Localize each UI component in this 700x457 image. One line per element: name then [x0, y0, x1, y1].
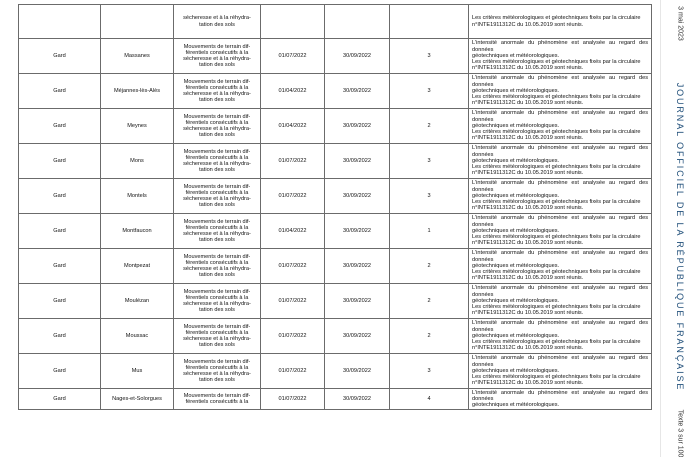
reason-cell-line: n°INTE1911312C du 10.05.2019 sont réunis.: [472, 310, 584, 317]
commune-cell: Méjannes-lès-Alès: [101, 74, 174, 109]
event-type-cell-line: Mouvements de terrain dif-: [183, 288, 251, 295]
table-row: [19, 389, 652, 410]
event-type-cell-line: sécheresse et à la réhydra-: [183, 266, 251, 272]
department-cell: Gard: [19, 179, 101, 214]
recognition-count-cell: [390, 5, 469, 39]
event-type-cell: [174, 284, 261, 319]
event-type-cell-line: Mouvements de terrain dif-: [183, 183, 251, 190]
start-date-cell: 01/07/2022: [261, 389, 325, 410]
reason-cell: [469, 354, 652, 389]
reason-cell-line: géotechniques et météorologiques.: [472, 297, 560, 304]
recognition-count-cell: 2: [390, 319, 469, 354]
reason-cell-line: géotechniques et météorologiques.: [472, 402, 560, 409]
end-date-cell: [325, 5, 390, 39]
recognition-count-cell: 3: [390, 354, 469, 389]
event-type-cell-line: férentiels consécutifs à la: [185, 119, 249, 126]
reason-cell-line: Les critères météorologiques et géotechniques fixés par la circulaire: [472, 374, 641, 381]
reason-cell-line: Les critères météorologiques et géotechniques fixés par la circulaire: [472, 269, 641, 276]
table-row: [19, 144, 652, 179]
event-type-cell-line: tation des sols: [199, 237, 235, 244]
event-type-cell: [174, 109, 261, 144]
reason-cell: [469, 74, 652, 109]
reason-cell: [469, 214, 652, 249]
table-row: [19, 354, 652, 389]
event-type-cell: [174, 39, 261, 74]
commune-cell: [101, 5, 174, 39]
event-type-cell-line: Mouvements de terrain dif-: [183, 78, 251, 85]
event-type-cell-line: sécheresse et à la réhydra-: [183, 56, 251, 62]
end-date-cell: 30/09/2022: [325, 144, 390, 179]
commune-cell: Mus: [101, 354, 174, 389]
reason-cell-line: Les critères météorologiques et géotechniques fixés par la circulaire: [472, 339, 641, 346]
event-type-cell-line: sécheresse et à la réhydra-: [183, 231, 251, 237]
reason-cell-line: n°INTE1911312C du 10.05.2019 sont réunis.: [472, 65, 584, 72]
reason-cell: [469, 39, 652, 74]
reason-cell: [469, 179, 652, 214]
event-type-cell-line: sécheresse et à la réhydra-: [183, 91, 251, 97]
event-type-cell-line: sécheresse et à la réhydra-: [183, 336, 251, 342]
reason-cell-line: L'intensité anormale du phénomène est analysée au regard des données: [472, 110, 648, 123]
reason-cell-line: géotechniques et météorologiques.: [472, 227, 560, 234]
reason-cell-line: géotechniques et météorologiques.: [472, 87, 560, 94]
event-type-cell-line: tation des sols: [199, 307, 235, 314]
reason-cell-line: Les critères météorologiques et géotechniques fixés par la circulaire: [472, 304, 641, 311]
reason-cell-line: géotechniques et météorologiques.: [472, 367, 560, 374]
table-row: [19, 109, 652, 144]
event-type-cell: [174, 144, 261, 179]
journal-title: JOURNAL OFFICIEL DE LA RÉPUBLIQUE FRANÇAISE: [675, 82, 685, 392]
event-type-cell-line: férentiels consécutifs à la: [185, 49, 249, 56]
reason-cell-line: n°INTE1911312C du 10.05.2019 sont réunis.: [472, 345, 584, 352]
reason-cell-line: n°INTE1911312C du 10.05.2019 sont réunis.: [472, 170, 584, 177]
commune-cell: Meynes: [101, 109, 174, 144]
reason-cell-line: L'intensité anormale du phénomène est analysée au regard des données: [472, 355, 648, 368]
commune-cell: Montels: [101, 179, 174, 214]
reason-cell-line: géotechniques et météorologiques.: [472, 262, 560, 269]
table-row: [19, 284, 652, 319]
event-type-cell-line: tation des sols: [199, 272, 235, 279]
event-type-cell-line: Mouvements de terrain dif-: [183, 43, 251, 50]
recognition-count-cell: 3: [390, 39, 469, 74]
end-date-cell: 30/09/2022: [325, 284, 390, 319]
end-date-cell: 30/09/2022: [325, 74, 390, 109]
reason-cell-line: L'intensité anormale du phénomène est analysée au regard des données: [472, 320, 648, 333]
page-indicator: Texte 3 sur 100: [676, 409, 684, 457]
event-type-cell-line: sécheresse et à la réhydra-: [183, 126, 251, 132]
reason-cell-line: n°INTE1911312C du 10.05.2019 sont réunis.: [472, 240, 584, 247]
event-type-cell-line: férentiels consécutifs à la: [185, 224, 249, 231]
event-type-cell-line: Mouvements de terrain dif-: [183, 113, 251, 120]
commune-cell: Nages-et-Solorgues: [101, 389, 174, 410]
reason-cell: [469, 5, 652, 39]
event-type-cell-line: tation des sols: [199, 132, 235, 139]
event-type-cell: [174, 179, 261, 214]
department-cell: Gard: [19, 249, 101, 284]
event-type-cell-line: sécheresse et à la réhydra-: [183, 196, 251, 202]
department-cell: Gard: [19, 39, 101, 74]
end-date-cell: 30/09/2022: [325, 319, 390, 354]
start-date-cell: 01/04/2022: [261, 109, 325, 144]
reason-cell-line: géotechniques et météorologiques.: [472, 157, 560, 164]
table-row: [19, 74, 652, 109]
reason-cell-line: Les critères météorologiques et géotechniques fixés par la circulaire: [472, 59, 641, 66]
journal-sidebar: [660, 0, 700, 457]
start-date-cell: 01/07/2022: [261, 319, 325, 354]
reason-cell-line: Les critères météorologiques et géotechniques fixés par la circulaire: [472, 94, 641, 101]
commune-cell: Moussac: [101, 319, 174, 354]
department-cell: Gard: [19, 74, 101, 109]
department-cell: Gard: [19, 284, 101, 319]
reason-cell-line: géotechniques et météorologiques.: [472, 332, 560, 339]
event-type-cell-line: sécheresse et à la réhydra-: [183, 161, 251, 167]
event-type-cell: [174, 389, 261, 410]
reason-cell-line: L'intensité anormale du phénomène est analysée au regard des données: [472, 250, 648, 263]
reason-cell-line: géotechniques et météorologiques.: [472, 192, 560, 199]
reason-cell: [469, 284, 652, 319]
event-type-cell-line: Mouvements de terrain dif-: [183, 358, 251, 365]
event-type-cell-line: tation des sols: [199, 202, 235, 209]
reason-cell-line: Les critères météorologiques et géotechniques fixés par la circulaire: [472, 199, 641, 206]
event-type-cell: [174, 214, 261, 249]
recognition-count-cell: 3: [390, 74, 469, 109]
department-cell: Gard: [19, 144, 101, 179]
recognition-count-cell: 3: [390, 144, 469, 179]
start-date-cell: 01/04/2022: [261, 214, 325, 249]
commune-cell: Moulézan: [101, 284, 174, 319]
recognition-count-cell: 4: [390, 389, 469, 410]
reason-cell-line: L'intensité anormale du phénomène est analysée au regard des données: [472, 285, 648, 298]
reason-cell: [469, 144, 652, 179]
event-type-cell-line: tation des sols: [199, 342, 235, 349]
reason-cell-line: L'intensité anormale du phénomène est analysée au regard des données: [472, 389, 648, 402]
reason-cell-line: n°INTE1911312C du 10.05.2019 sont réunis.: [472, 205, 584, 212]
event-type-cell: [174, 319, 261, 354]
event-type-cell-line: férentiels consécutifs à la: [185, 329, 249, 336]
end-date-cell: 30/09/2022: [325, 354, 390, 389]
event-type-cell-line: férentiels consécutifs à la: [185, 399, 249, 405]
reason-cell: [469, 389, 652, 410]
event-type-cell-line: Mouvements de terrain dif-: [183, 323, 251, 330]
reason-cell-line: n°INTE1911312C du 10.05.2019 sont réunis.: [472, 135, 584, 142]
start-date-cell: 01/07/2022: [261, 284, 325, 319]
reason-cell: [469, 319, 652, 354]
start-date-cell: 01/04/2022: [261, 74, 325, 109]
commune-cell: Montpezat: [101, 249, 174, 284]
event-type-cell-line: tation des sols: [199, 62, 235, 69]
end-date-cell: 30/09/2022: [325, 214, 390, 249]
start-date-cell: 01/07/2022: [261, 39, 325, 74]
reason-cell-line: Les critères météorologiques et géotechniques fixés par la circulaire: [472, 234, 641, 241]
start-date-cell: 01/07/2022: [261, 144, 325, 179]
department-cell: Gard: [19, 214, 101, 249]
department-cell: Gard: [19, 389, 101, 410]
recognition-count-cell: 2: [390, 284, 469, 319]
event-type-cell-line: férentiels consécutifs à la: [185, 189, 249, 196]
reason-cell: [469, 249, 652, 284]
event-type-cell-line: tation des sols: [199, 167, 235, 174]
recognition-count-cell: 2: [390, 249, 469, 284]
end-date-cell: 30/09/2022: [325, 179, 390, 214]
reason-cell-line: Les critères météorologiques et géotechniques fixés par la circulaire: [472, 15, 641, 22]
event-type-cell: [174, 5, 261, 39]
reason-cell-line: n°INTE1911312C du 10.05.2019 sont réunis.: [472, 380, 584, 387]
event-type-cell-line: férentiels consécutifs à la: [185, 154, 249, 161]
recognition-count-cell: 1: [390, 214, 469, 249]
event-type-cell-line: Mouvements de terrain dif-: [183, 218, 251, 225]
start-date-cell: 01/07/2022: [261, 179, 325, 214]
end-date-cell: 30/09/2022: [325, 389, 390, 410]
department-cell: Gard: [19, 319, 101, 354]
end-date-cell: 30/09/2022: [325, 39, 390, 74]
table-row: [19, 5, 652, 39]
department-cell: [19, 5, 101, 39]
end-date-cell: 30/09/2022: [325, 249, 390, 284]
start-date-cell: 01/07/2022: [261, 354, 325, 389]
start-date-cell: 01/07/2022: [261, 249, 325, 284]
reason-cell: [469, 109, 652, 144]
recognition-count-cell: 3: [390, 179, 469, 214]
event-type-cell: [174, 354, 261, 389]
event-type-cell: [174, 249, 261, 284]
reason-cell-line: Les critères météorologiques et géotechniques fixés par la circulaire: [472, 164, 641, 171]
event-type-cell-line: tation des sols: [199, 21, 235, 28]
event-type-cell-line: férentiels consécutifs à la: [185, 364, 249, 371]
event-type-cell-line: tation des sols: [199, 377, 235, 384]
table-row: [19, 214, 652, 249]
end-date-cell: 30/09/2022: [325, 109, 390, 144]
table-row: [19, 249, 652, 284]
department-cell: Gard: [19, 354, 101, 389]
reason-cell-line: Les critères météorologiques et géotechniques fixés par la circulaire: [472, 129, 641, 136]
event-type-cell-line: tation des sols: [199, 97, 235, 104]
reason-cell-line: L'intensité anormale du phénomène est analysée au regard des données: [472, 145, 648, 158]
recognition-count-cell: 2: [390, 109, 469, 144]
start-date-cell: [261, 5, 325, 39]
reason-cell-line: n°INTE1911312C du 10.05.2019 sont réunis.: [472, 21, 584, 28]
commune-cell: Montfaucon: [101, 214, 174, 249]
event-type-cell-line: sécheresse et à la réhydra-: [183, 15, 251, 22]
reason-cell-line: géotechniques et météorologiques.: [472, 52, 560, 59]
reason-cell-line: L'intensité anormale du phénomène est analysée au regard des données: [472, 215, 648, 228]
commune-cell: Mons: [101, 144, 174, 179]
reason-cell-line: L'intensité anormale du phénomène est analysée au regard des données: [472, 75, 648, 88]
event-type-cell-line: férentiels consécutifs à la: [185, 294, 249, 301]
event-type-cell-line: sécheresse et à la réhydra-: [183, 371, 251, 377]
event-type-cell-line: sécheresse et à la réhydra-: [183, 301, 251, 307]
table-row: [19, 39, 652, 74]
reason-cell-line: n°INTE1911312C du 10.05.2019 sont réunis.: [472, 100, 584, 107]
reason-cell-line: L'intensité anormale du phénomène est analysée au regard des données: [472, 40, 648, 53]
table-row: [19, 319, 652, 354]
table-row: [19, 179, 652, 214]
event-type-cell-line: Mouvements de terrain dif-: [183, 392, 251, 399]
table-body: [19, 5, 652, 410]
department-cell: Gard: [19, 109, 101, 144]
event-type-cell: [174, 74, 261, 109]
event-type-cell-line: Mouvements de terrain dif-: [183, 148, 251, 155]
reason-cell-line: n°INTE1911312C du 10.05.2019 sont réunis.: [472, 275, 584, 282]
commune-cell: Massanes: [101, 39, 174, 74]
event-type-cell-line: férentiels consécutifs à la: [185, 259, 249, 266]
publication-date: 3 mai 2023: [676, 6, 684, 41]
reason-cell-line: géotechniques et météorologiques.: [472, 122, 560, 129]
natural-disaster-table: [18, 4, 652, 410]
event-type-cell-line: férentiels consécutifs à la: [185, 84, 249, 91]
event-type-cell-line: Mouvements de terrain dif-: [183, 253, 251, 260]
reason-cell-line: L'intensité anormale du phénomène est analysée au regard des données: [472, 180, 648, 193]
